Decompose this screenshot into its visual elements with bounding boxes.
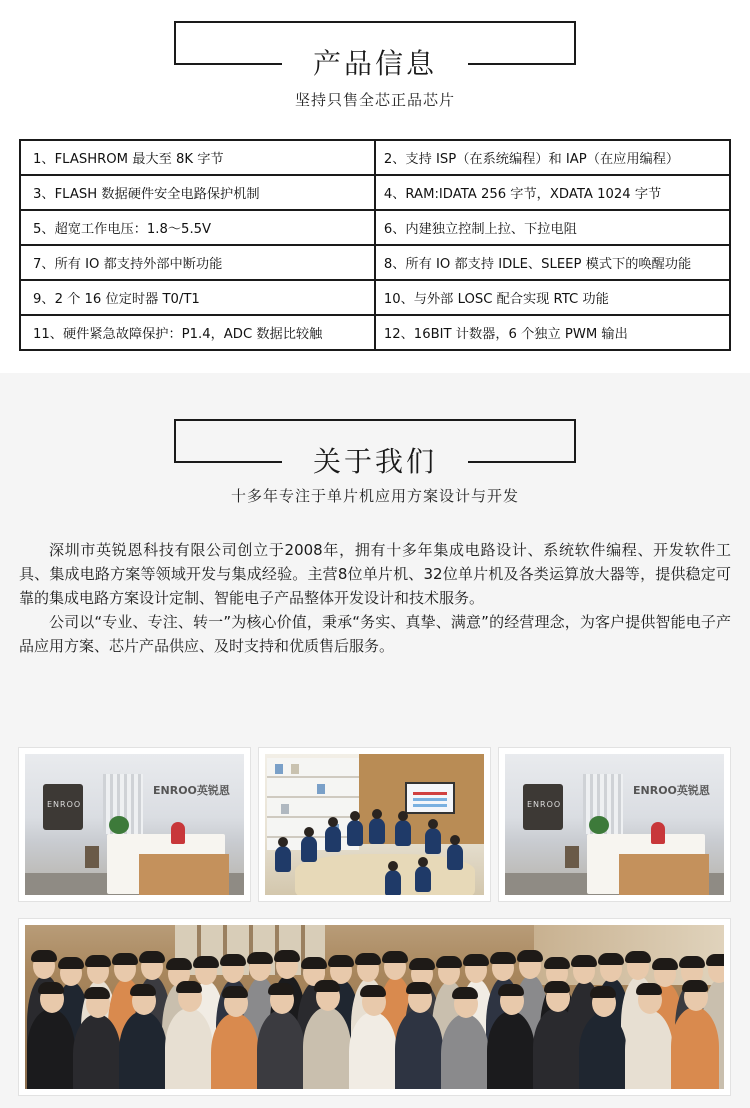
table-row xyxy=(20,140,730,175)
table-row xyxy=(20,210,730,245)
intro-paragraph: 公司以“专业、专注、转一”为核心价值，秉承“务实、真挚、满意”的经营理念，为客户提供智能电子产品应用方案、芯片产品供应、及时支持和优质售后服务。 xyxy=(19,613,731,655)
feature-cell: 2、支持 ISP（在系统编程）和 IAP（在应用编程） xyxy=(375,140,730,175)
product-section-subtitle: 坚持只售全芯正品芯片 xyxy=(294,91,455,109)
office-lobby-photo xyxy=(18,747,251,902)
feature-cell: 7、所有 IO 都支持外部中断功能 xyxy=(20,245,375,280)
feature-cell: 5、超宽工作电压：1.8～5.5V xyxy=(20,210,375,245)
lobby-logo: ENROO英锐恩 xyxy=(633,784,710,797)
about-us-section xyxy=(0,373,750,1108)
feature-cell: 9、2 个 16 位定时器 T0/T1 xyxy=(20,280,375,315)
meeting-room-photo xyxy=(258,747,491,902)
about-section-subtitle: 十多年专注于单片机应用方案设计与开发 xyxy=(230,487,519,505)
product-info-section xyxy=(0,0,750,373)
feature-cell: 8、所有 IO 都支持 IDLE、SLEEP 模式下的唤醒功能 xyxy=(375,245,730,280)
lobby-logo: ENROO英锐恩 xyxy=(153,784,230,797)
table-row xyxy=(20,245,730,280)
feature-cell: 3、FLASH 数据硬件安全电路保护机制 xyxy=(20,175,375,210)
wall-sign: ENROO xyxy=(43,784,83,830)
company-intro xyxy=(19,538,731,658)
team-group-photo xyxy=(18,918,731,1096)
feature-cell: 6、内建独立控制上拉、下拉电阻 xyxy=(375,210,730,245)
office-lobby-photo xyxy=(498,747,731,902)
table-row xyxy=(20,175,730,210)
feature-table xyxy=(19,139,731,351)
feature-cell: 11、硬件紧急故障保护：P1.4，ADC 数据比较触 xyxy=(20,315,375,350)
table-row xyxy=(20,315,730,350)
intro-paragraph: 深圳市英锐恩科技有限公司创立于2008年，拥有十多年集成电路设计、系统软件编程、开发软件工具、集成电路方案等领域开发与集成经验。主营8位单片机、32位单片机及各类运算放大器等，提供稳定可靠的集成电路方案设计定制、智能电子产品整体开发设计和技术服务。 xyxy=(19,541,731,607)
feature-cell: 4、RAM:IDATA 256 字节，XDATA 1024 字节 xyxy=(375,175,730,210)
about-section-title: 关于我们 xyxy=(312,445,437,478)
feature-cell: 12、16BIT 计数器，6 个独立 PWM 输出 xyxy=(375,315,730,350)
feature-cell: 10、与外部 LOSC 配合实现 RTC 功能 xyxy=(375,280,730,315)
feature-cell: 1、FLASHROM 最大至 8K 字节 xyxy=(20,140,375,175)
product-section-title: 产品信息 xyxy=(312,47,437,80)
table-row xyxy=(20,280,730,315)
wall-sign: ENROO xyxy=(523,784,563,830)
